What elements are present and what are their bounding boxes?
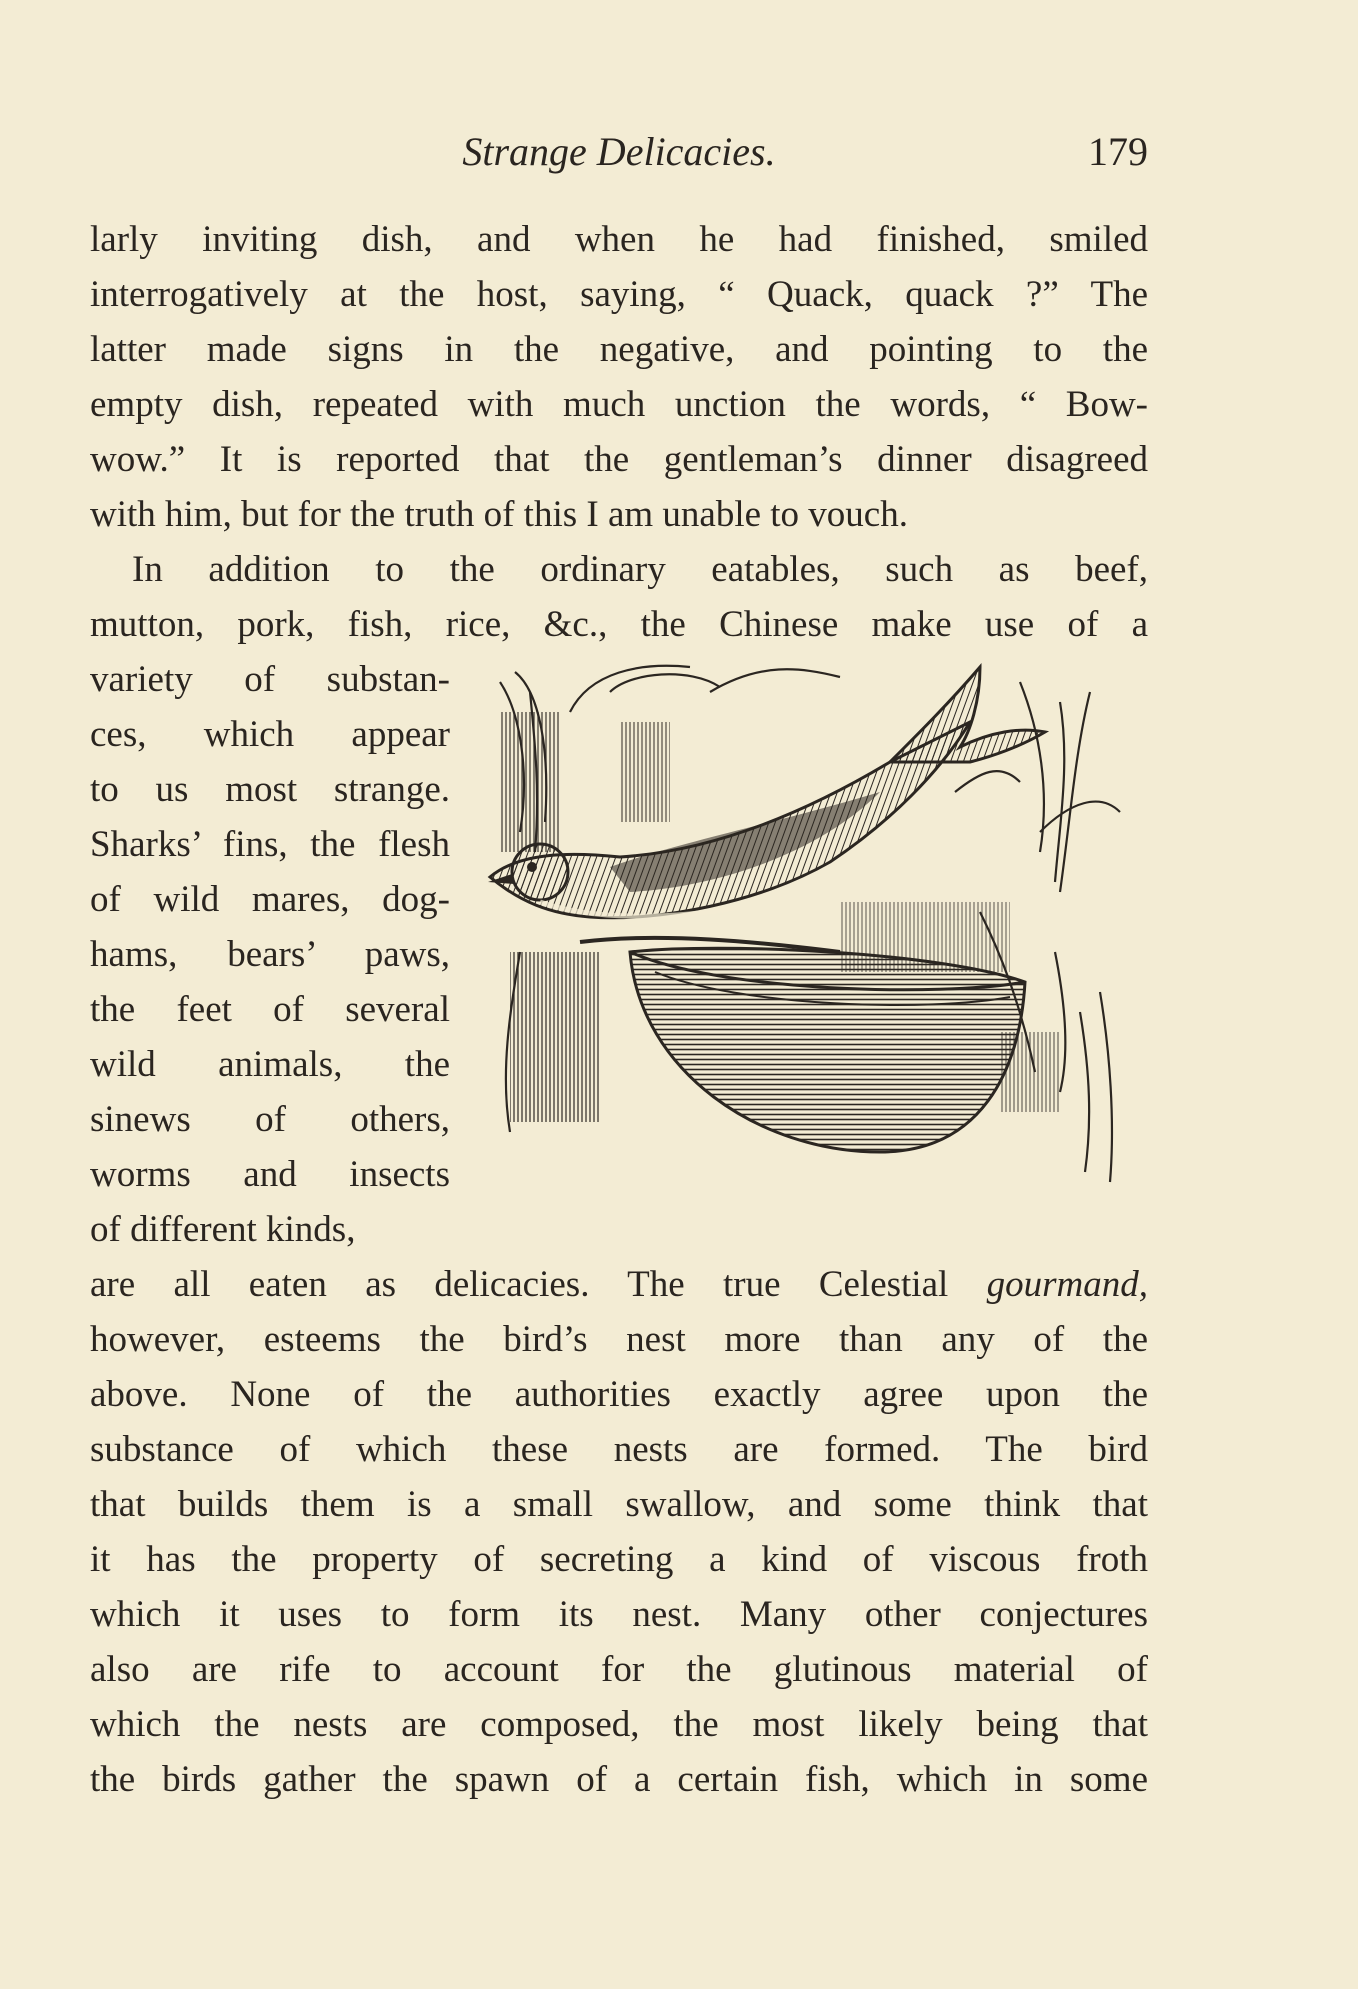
text-line: empty dish, repeated with much unction the words, “ Bow- [90, 384, 1148, 425]
text-line: which it uses to form its nest. Many other conjectures [90, 1594, 1148, 1635]
bird-nest-illustration [460, 652, 1150, 1237]
text-line: In addition to the ordinary eatables, such as beef, [132, 549, 1148, 590]
figure-wrap-zone [90, 652, 1148, 1257]
text-line: the feet of several [90, 989, 450, 1030]
text-line: however, esteems the bird’s nest more than any of the [90, 1319, 1148, 1360]
text-fragment: are all eaten as delicacies. The true Celestial [90, 1264, 949, 1305]
text-line: interrogatively at the host, saying, “ Quack, quack ?” The [90, 274, 1148, 315]
italic-word: gourmand, [986, 1264, 1149, 1305]
text-line: wild animals, the [90, 1044, 450, 1085]
text-line: wow.” It is reported that the gentleman’s dinner disagreed [90, 439, 1148, 480]
text-line: of different kinds, [90, 1209, 356, 1250]
running-header [90, 128, 1148, 188]
text-line: latter made signs in the negative, and pointing to the [90, 329, 1148, 370]
text-line: mutton, pork, fish, rice, &c., the Chinese make use of a [90, 604, 1148, 645]
text-line: that builds them is a small swallow, and some think that [90, 1484, 1148, 1525]
text-line: above. None of the authorities exactly agree upon the [90, 1374, 1148, 1415]
text-line: sinews of others, [90, 1099, 450, 1140]
text-line: hams, bears’ paws, [90, 934, 450, 975]
text-line: ces, which appear [90, 714, 450, 755]
page-body [90, 212, 1148, 1807]
text-line: which the nests are composed, the most likely being that [90, 1704, 1148, 1745]
text-line: Sharks’ fins, the flesh [90, 824, 450, 865]
text-line: of wild mares, dog- [90, 879, 450, 920]
text-line: larly inviting dish, and when he had finished, smiled [90, 219, 1148, 260]
page-number: 179 [1088, 129, 1148, 174]
text-line: to us most strange. [90, 769, 450, 810]
text-line [90, 1257, 1148, 1312]
text-line: substance of which these nests are formed. The bird [90, 1429, 1148, 1470]
page-title: Strange Delicacies. [462, 129, 776, 174]
text-line: worms and insects [90, 1154, 450, 1195]
text-line: it has the property of secreting a kind of viscous froth [90, 1539, 1148, 1580]
text-line: with him, but for the truth of this I am unable to vouch. [90, 494, 908, 535]
text-line: also are rife to account for the glutinous material of [90, 1649, 1148, 1690]
bird-on-nest-engraving-icon [460, 652, 1150, 1237]
text-line: variety of substan- [90, 659, 450, 700]
text-line: the birds gather the spawn of a certain fish, which in some [90, 1759, 1148, 1800]
